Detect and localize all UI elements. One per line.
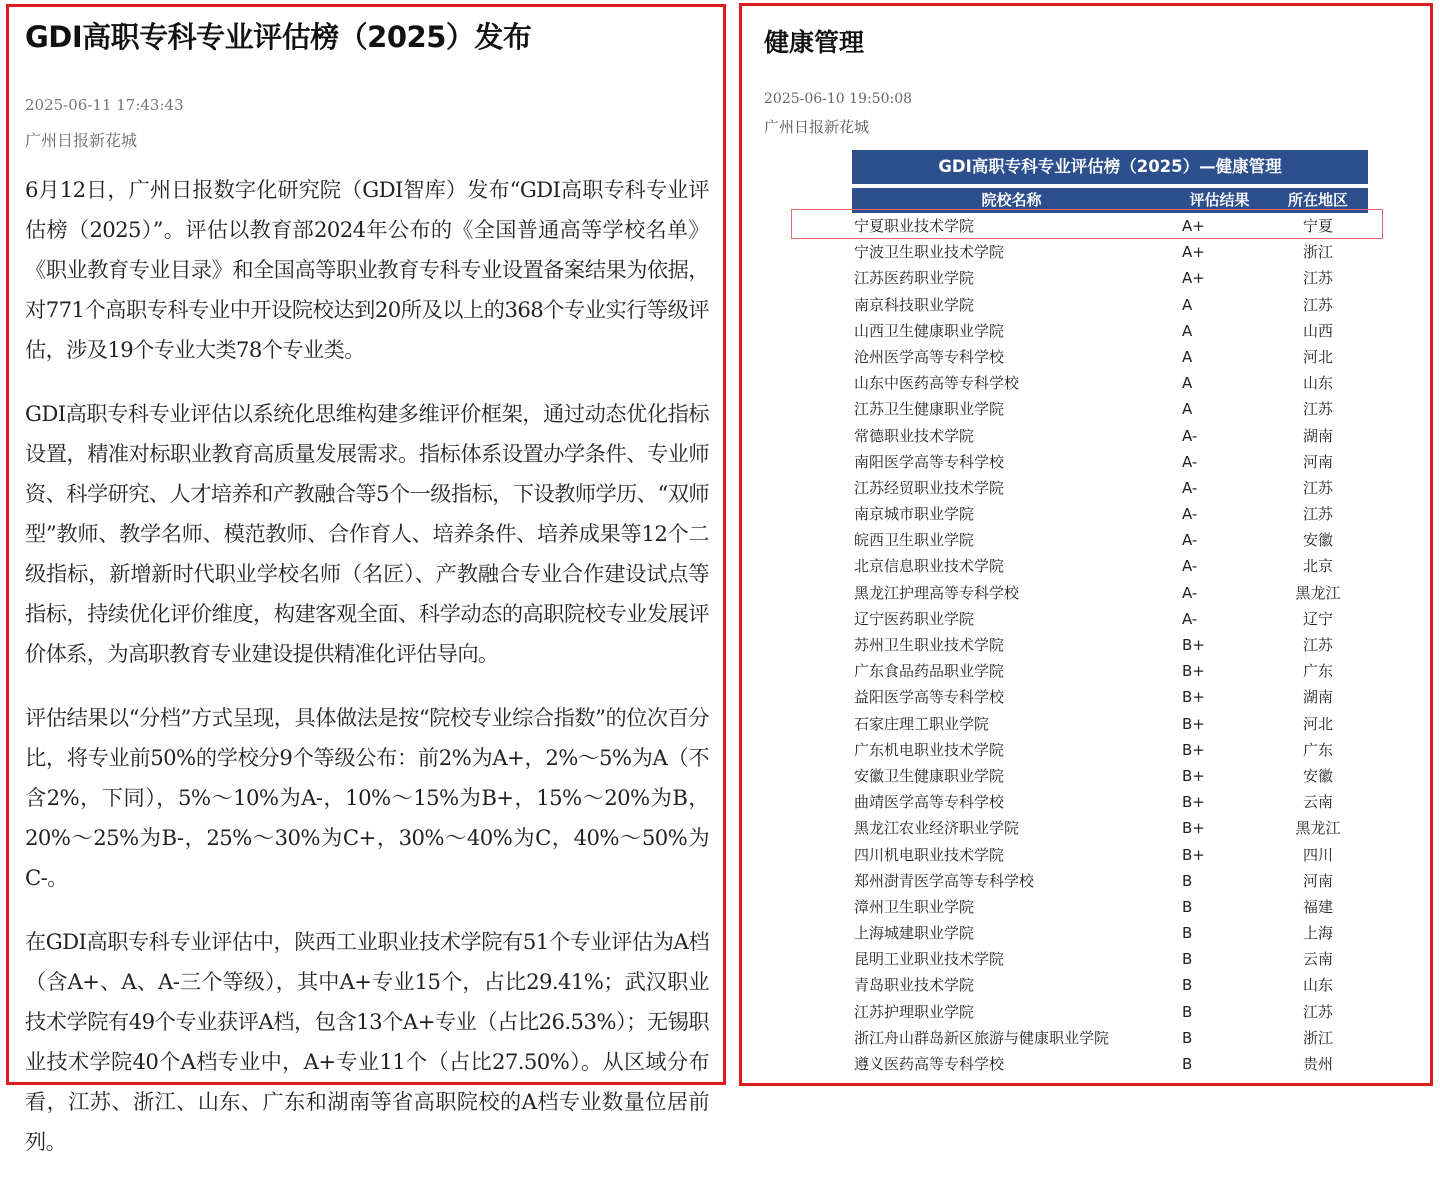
table-row: [852, 1025, 1368, 1051]
region-cell: 山东: [1302, 976, 1333, 995]
region-cell: 江苏: [1302, 505, 1333, 524]
region-cell: 黑龙江: [1295, 819, 1341, 838]
result-cell: B: [1182, 871, 1193, 890]
region-cell: 辽宁: [1302, 609, 1333, 628]
column-header-school: 院校名称: [981, 191, 1042, 209]
region-cell: 云南: [1302, 950, 1333, 969]
school-name-cell: 昆明工业职业技术学院: [854, 950, 1005, 969]
result-cell: B: [1182, 924, 1193, 943]
result-cell: A: [1182, 374, 1193, 393]
ranking-page-title: 健康管理: [764, 28, 865, 57]
region-cell: 江苏: [1302, 478, 1333, 497]
school-name-cell: 四川机电职业技术学院: [854, 845, 1005, 864]
result-cell: B+: [1182, 662, 1205, 681]
region-cell: 河南: [1302, 871, 1333, 890]
article-paragraph: 在GDI高职专科专业评估中，陕西工业职业技术学院有51个专业评估为A档（含A+、A、A-三个等级），其中A+专业15个，占比29.41%；武汉职业技术学院有49个专业获评A档，包含13个A+专业（占比26.53%）；无锡职业技术学院40个A档专业中，A+专业11个（占比27.50%）。从区域分布看，江苏、浙江、山东、广东和湖南等省高职院校的A档专业数量位居前列。: [25, 929, 709, 1154]
table-row: [852, 580, 1368, 606]
article-date: 2025-06-11 17:43:43: [25, 96, 184, 114]
school-name-cell: 江苏经贸职业技术学院: [854, 478, 1005, 497]
table-row: [852, 396, 1368, 422]
region-cell: 北京: [1302, 557, 1333, 576]
result-cell: A-: [1182, 557, 1198, 576]
article-body: [25, 170, 709, 1186]
school-name-cell: 江苏卫生健康职业学院: [854, 400, 1005, 419]
school-name-cell: 皖西卫生职业学院: [854, 531, 975, 550]
table-row: [852, 894, 1368, 920]
school-name-cell: 浙江舟山群岛新区旅游与健康职业学院: [854, 1028, 1110, 1047]
region-cell: 浙江: [1302, 1028, 1333, 1047]
result-cell: A+: [1182, 217, 1205, 235]
school-name-cell: 黑龙江农业经济职业学院: [854, 819, 1020, 838]
result-cell: A-: [1182, 531, 1198, 550]
table-row: [852, 658, 1368, 684]
region-cell: 福建: [1302, 897, 1333, 916]
school-name-cell: 常德职业技术学院: [854, 426, 975, 445]
region-cell: 河北: [1302, 347, 1333, 366]
region-cell: 安徽: [1302, 531, 1333, 550]
school-name-cell: 宁夏职业技术学院: [854, 217, 975, 235]
article-paragraph: 评估结果以“分档”方式呈现，具体做法是按“院校专业综合指数”的位次百分比，将专业前50%的学校分9个等级公布：前2%为A+，2%～5%为A（不含2%，下同），5%～10%为A-，10%～15%为B+，15%～20%为B，20%～25%为B-，25%～30%为C+，30%～40%为C，40%～50%为C-。: [25, 705, 709, 890]
school-name-cell: 石家庄理工职业学院: [854, 714, 990, 733]
school-name-cell: 南京科技职业学院: [854, 295, 975, 314]
school-name-cell: 山西卫生健康职业学院: [854, 321, 1005, 340]
region-cell: 山东: [1302, 374, 1333, 393]
result-cell: A: [1182, 400, 1193, 419]
table-row: [852, 265, 1368, 291]
table-row: [852, 999, 1368, 1025]
table-row: [852, 815, 1368, 841]
result-cell: A+: [1182, 243, 1205, 262]
region-cell: 江苏: [1302, 636, 1333, 654]
table-row: [852, 239, 1368, 265]
school-name-cell: 安徽卫生健康职业学院: [854, 766, 1005, 785]
result-cell: B+: [1182, 766, 1205, 785]
result-cell: A: [1182, 295, 1193, 314]
article-source: 广州日报新花城: [25, 131, 138, 150]
table-row: [852, 920, 1368, 946]
ranking-panel: [739, 3, 1433, 1086]
school-name-cell: 山东中医药高等专科学校: [854, 374, 1020, 393]
table-row: [852, 318, 1368, 344]
school-name-cell: 辽宁医药职业学院: [854, 609, 975, 628]
region-cell: 黑龙江: [1295, 583, 1341, 602]
result-cell: B+: [1182, 714, 1205, 733]
region-cell: 河北: [1302, 714, 1333, 733]
school-name-cell: 北京信息职业技术学院: [854, 557, 1005, 576]
result-cell: B: [1182, 897, 1193, 916]
school-name-cell: 宁波卫生职业技术学院: [854, 243, 1005, 262]
result-cell: B: [1182, 950, 1193, 969]
ranking-table-body: [852, 213, 1368, 1077]
table-row: [852, 632, 1368, 658]
table-row: [852, 789, 1368, 815]
school-name-cell: 郑州澍青医学高等专科学校: [854, 871, 1035, 890]
school-name-cell: 江苏护理职业学院: [854, 1002, 975, 1021]
region-cell: 云南: [1302, 793, 1333, 812]
school-name-cell: 漳州卫生职业学院: [854, 897, 975, 916]
ranking-page-source: 广州日报新花城: [764, 118, 870, 136]
table-row: [852, 475, 1368, 501]
region-cell: 安徽: [1302, 766, 1333, 785]
result-cell: B: [1182, 1002, 1193, 1021]
column-header-region: 所在地区: [1287, 191, 1348, 209]
school-name-cell: 青岛职业技术学院: [854, 976, 975, 995]
region-cell: 河南: [1302, 452, 1333, 471]
region-cell: 江苏: [1302, 269, 1333, 288]
article-paragraph: 6月12日，广州日报数字化研究院（GDI智库）发布“GDI高职专科专业评估榜（2025）”。评估以教育部2024年公布的《全国普通高等学校名单》《职业教育专业目录》和全国高等职业教育专科专业设置备案结果为依据，对771个高职专科专业中开设院校达到20所及以上的368个专业实行等级评估，涉及19个专业大类78个专业类。: [25, 177, 709, 362]
table-row: [852, 553, 1368, 579]
school-name-cell: 苏州卫生职业技术学院: [854, 636, 1005, 654]
school-name-cell: 广东机电职业技术学院: [854, 740, 1005, 759]
table-row: [852, 711, 1368, 737]
table-row: [852, 842, 1368, 868]
table-row: [852, 763, 1368, 789]
region-cell: 广东: [1302, 662, 1333, 681]
school-name-cell: 江苏医药职业学院: [854, 269, 975, 288]
region-cell: 湖南: [1302, 688, 1333, 707]
region-cell: 上海: [1302, 924, 1333, 943]
table-row: [852, 1051, 1368, 1077]
column-header-result: 评估结果: [1189, 191, 1250, 209]
table-row: [852, 868, 1368, 894]
ranking-table-header: [852, 188, 1368, 213]
result-cell: A-: [1182, 478, 1198, 497]
ranking-table: [852, 150, 1368, 1077]
result-cell: A-: [1182, 452, 1198, 471]
article-panel: [6, 4, 726, 1154]
article-paragraph: GDI高职专科专业评估以系统化思维构建多维评价框架，通过动态优化指标设置，精准对标职业教育高质量发展需求。指标体系设置办学条件、专业师资、科学研究、人才培养和产教融合等5个一级指标，下设教师学历、“双师型”教师、教学名师、模范教师、合作育人、培养条件、培养成果等12个二级指标，新增新时代职业学校名师（名匠）、产教融合专业合作建设试点等指标，持续优化评价维度，构建客观全面、科学动态的高职院校专业发展评价体系，为高职教育专业建设提供精准化评估导向。: [25, 401, 709, 666]
result-cell: B+: [1182, 688, 1205, 707]
school-name-cell: 南阳医学高等专科学校: [854, 452, 1005, 471]
region-cell: 江苏: [1302, 295, 1333, 314]
school-name-cell: 南京城市职业学院: [854, 505, 975, 524]
region-cell: 贵州: [1302, 1055, 1333, 1073]
result-cell: B+: [1182, 819, 1205, 838]
school-name-cell: 沧州医学高等专科学校: [854, 347, 1005, 366]
school-name-cell: 上海城建职业学院: [854, 924, 975, 943]
region-cell: 宁夏: [1302, 217, 1333, 235]
table-row: [852, 449, 1368, 475]
region-cell: 湖南: [1302, 426, 1333, 445]
school-name-cell: 黑龙江护理高等专科学校: [854, 583, 1020, 602]
table-row: [852, 292, 1368, 318]
region-cell: 四川: [1302, 845, 1333, 864]
result-cell: B: [1182, 976, 1193, 995]
table-row: [852, 527, 1368, 553]
table-row: [852, 972, 1368, 998]
result-cell: B: [1182, 1055, 1193, 1073]
table-row: [852, 684, 1368, 710]
result-cell: B+: [1182, 636, 1205, 654]
result-cell: A-: [1182, 609, 1198, 628]
result-cell: B+: [1182, 845, 1205, 864]
result-cell: A+: [1182, 269, 1205, 288]
table-row: [852, 213, 1368, 239]
school-name-cell: 益阳医学高等专科学校: [854, 688, 1005, 707]
region-cell: 浙江: [1302, 243, 1333, 262]
table-row: [852, 606, 1368, 632]
school-name-cell: 遵义医药高等专科学校: [854, 1055, 1005, 1073]
result-cell: B+: [1182, 793, 1205, 812]
table-row: [852, 501, 1368, 527]
result-cell: A: [1182, 347, 1193, 366]
article-title: GDI高职专科专业评估榜（2025）发布: [25, 20, 532, 54]
school-name-cell: 曲靖医学高等专科学校: [854, 793, 1005, 812]
table-row: [852, 370, 1368, 396]
region-cell: 江苏: [1302, 400, 1333, 419]
school-name-cell: 广东食品药品职业学院: [854, 662, 1005, 681]
table-row: [852, 344, 1368, 370]
result-cell: A-: [1182, 505, 1198, 524]
region-cell: 江苏: [1302, 1002, 1333, 1021]
table-row: [852, 737, 1368, 763]
ranking-table-title: GDI高职专科专业评估榜（2025）—健康管理: [852, 150, 1368, 184]
region-cell: 山西: [1302, 321, 1333, 340]
result-cell: B+: [1182, 740, 1205, 759]
ranking-page-date: 2025-06-10 19:50:08: [764, 91, 913, 107]
table-row: [852, 423, 1368, 449]
table-row: [852, 946, 1368, 972]
result-cell: A-: [1182, 426, 1198, 445]
region-cell: 广东: [1302, 740, 1333, 759]
result-cell: A: [1182, 321, 1193, 340]
result-cell: A-: [1182, 583, 1198, 602]
result-cell: B: [1182, 1028, 1193, 1047]
